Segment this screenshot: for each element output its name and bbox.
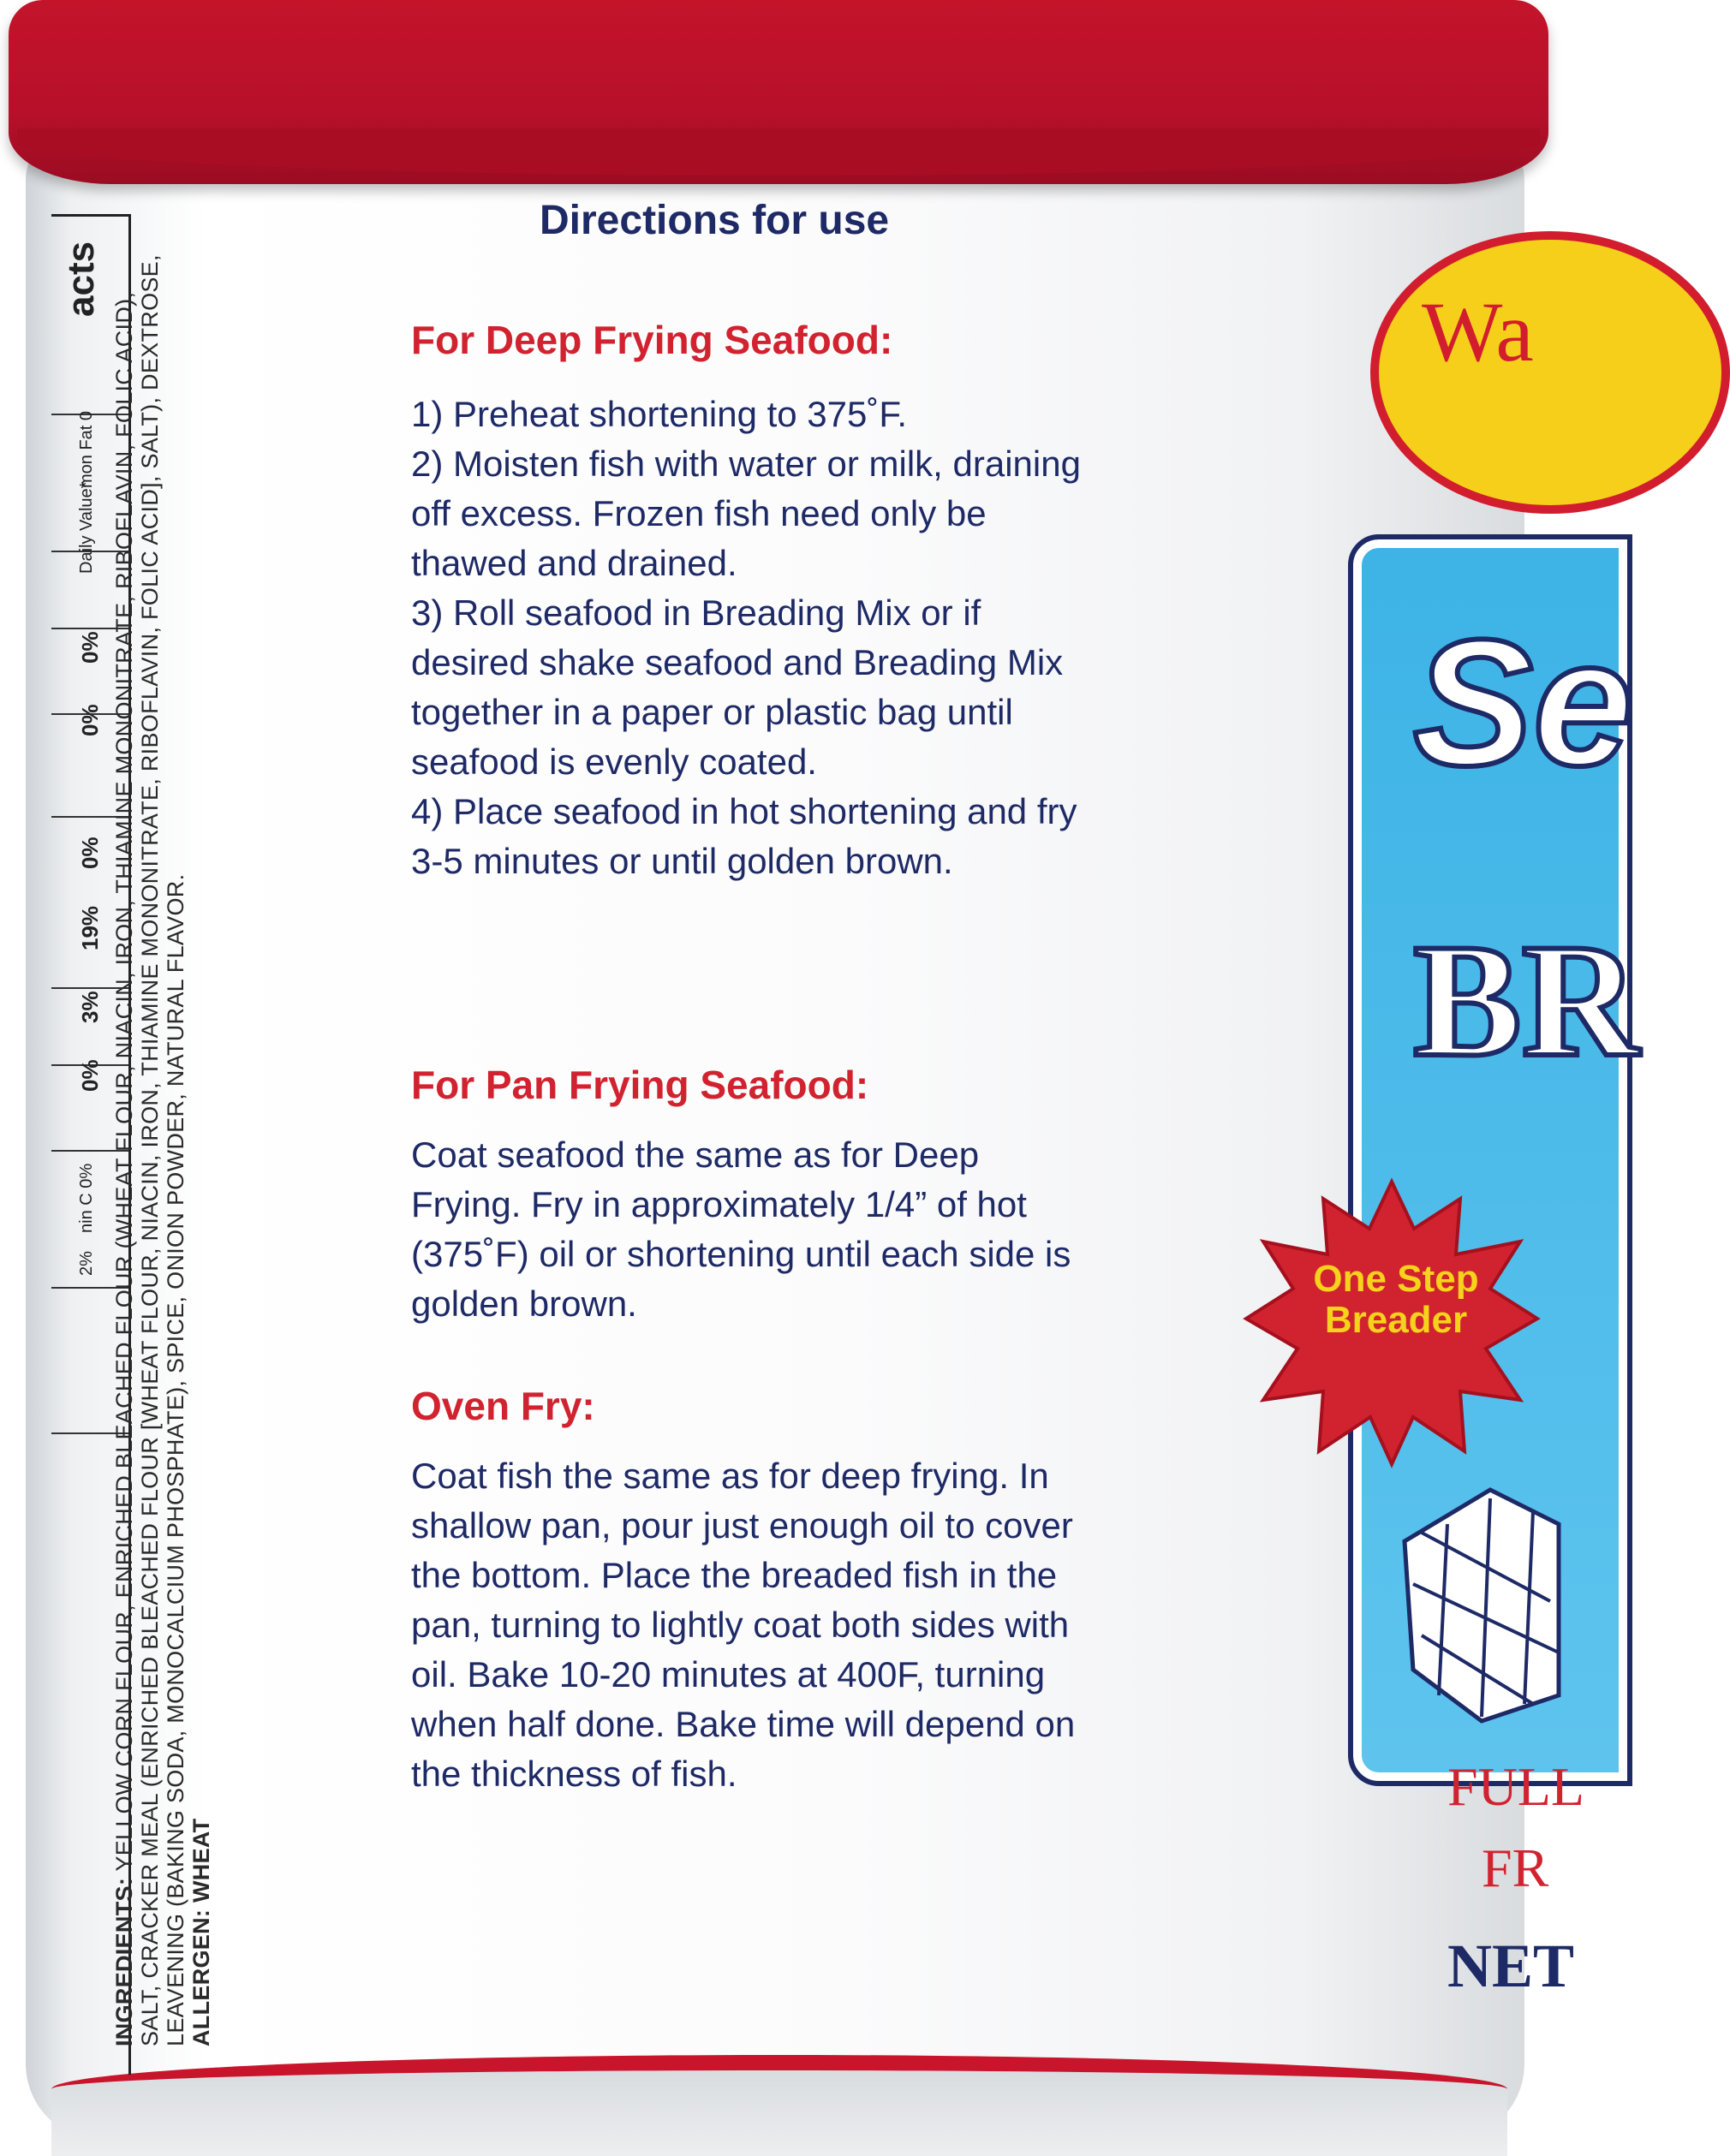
front-text-fragment: FULL: [1447, 1756, 1584, 1817]
product-name-fragment: Se: [1413, 602, 1633, 803]
allergen-statement: ALLERGEN: WHEAT: [188, 1818, 214, 2046]
nutrient-fragment: mon Fat 0: [77, 410, 96, 488]
oven-fry-text: Coat fish the same as for deep frying. In shallow pan, pour just enough oil to cover the bottom. Place the breaded fish in the pan, turning to lightly coat both sides with oil. Bake 10-20 minutes at 400F, turning when half done. Bake time will depend on the thickness of fish.: [411, 1456, 1076, 1794]
nutrient-fragment: nin C 0%: [77, 1163, 96, 1233]
daily-value-percent: 19%: [77, 905, 103, 950]
daily-value-percent: 0%: [77, 631, 103, 664]
deep-fry-heading: For Deep Frying Seafood:: [411, 318, 893, 362]
directions-title: Directions for use: [540, 198, 890, 243]
ingredients-statement: [111, 248, 214, 2046]
daily-value-percent: 0%: [77, 1059, 103, 1092]
one-step-breader-text: One Step Breader: [1313, 1258, 1479, 1341]
daily-value-percent: 0%: [77, 704, 103, 736]
net-weight-fragment: NET: [1447, 1932, 1575, 2000]
pan-fry-heading: For Pan Frying Seafood:: [411, 1063, 869, 1107]
oven-fry-heading: Oven Fry:: [411, 1384, 595, 1428]
brand-name-fragment: Wa: [1422, 284, 1534, 379]
product-type-fragment: BR: [1413, 911, 1639, 1091]
daily-value-percent: 3%: [77, 991, 103, 1023]
ingredients-text: YELLOW CORN FLOUR, ENRICHED BLEACHED FLOUR (WHEAT FLOUR, NIACIN, IRON, THIAMINE MONONITRATE, RIBOFLAVIN, FOLIC ACID), SALT, CRACKER MEAL (ENRICHED BLEACHED FLOUR [WHEAT FLOUR, NIACIN, IRON, THIAMINE MONONITRATE, RIBOFLAVIN, FOLIC ACID], SALT), DEXTROSE, LEAVENING (BAKING SODA, MONOCALCIUM PHOSPHATE), SPICE, ONION POWDER, NATURAL FLAVOR.: [111, 254, 188, 2046]
fish-net-illustration: [1387, 1473, 1567, 1730]
ingredients-label: INGREDIENTS:: [111, 1877, 137, 2046]
deep-fry-step: 3) Roll seafood in Breading Mix or if desired shake seafood and Breading Mix together in a paper or plastic bag until seafood is evenly coated.: [411, 593, 1064, 782]
front-text-fragment: FR: [1482, 1837, 1549, 1898]
bottom-rim: [51, 2055, 1507, 2156]
deep-fry-step: 4) Place seafood in hot shortening and fry 3-5 minutes or until golden brown.: [411, 791, 1077, 881]
daily-value-percent: 0%: [77, 837, 103, 869]
pan-fry-text: Coat seafood the same as for Deep Frying. Fry in approximately 1/4” of hot (375˚F) oil or shortening until each side is golden brown.: [411, 1135, 1071, 1324]
daily-value-header: Daily Value*: [77, 481, 96, 574]
deep-fry-steps: [411, 390, 1096, 886]
nutrition-title: acts: [60, 241, 102, 317]
nutrient-fragment: 2%: [77, 1251, 96, 1276]
deep-fry-step: 1) Preheat shortening to 375˚F.: [411, 394, 908, 434]
deep-fry-step: 2) Moisten fish with water or milk, draining off excess. Frozen fish need only be thawed and drained.: [411, 444, 1081, 583]
